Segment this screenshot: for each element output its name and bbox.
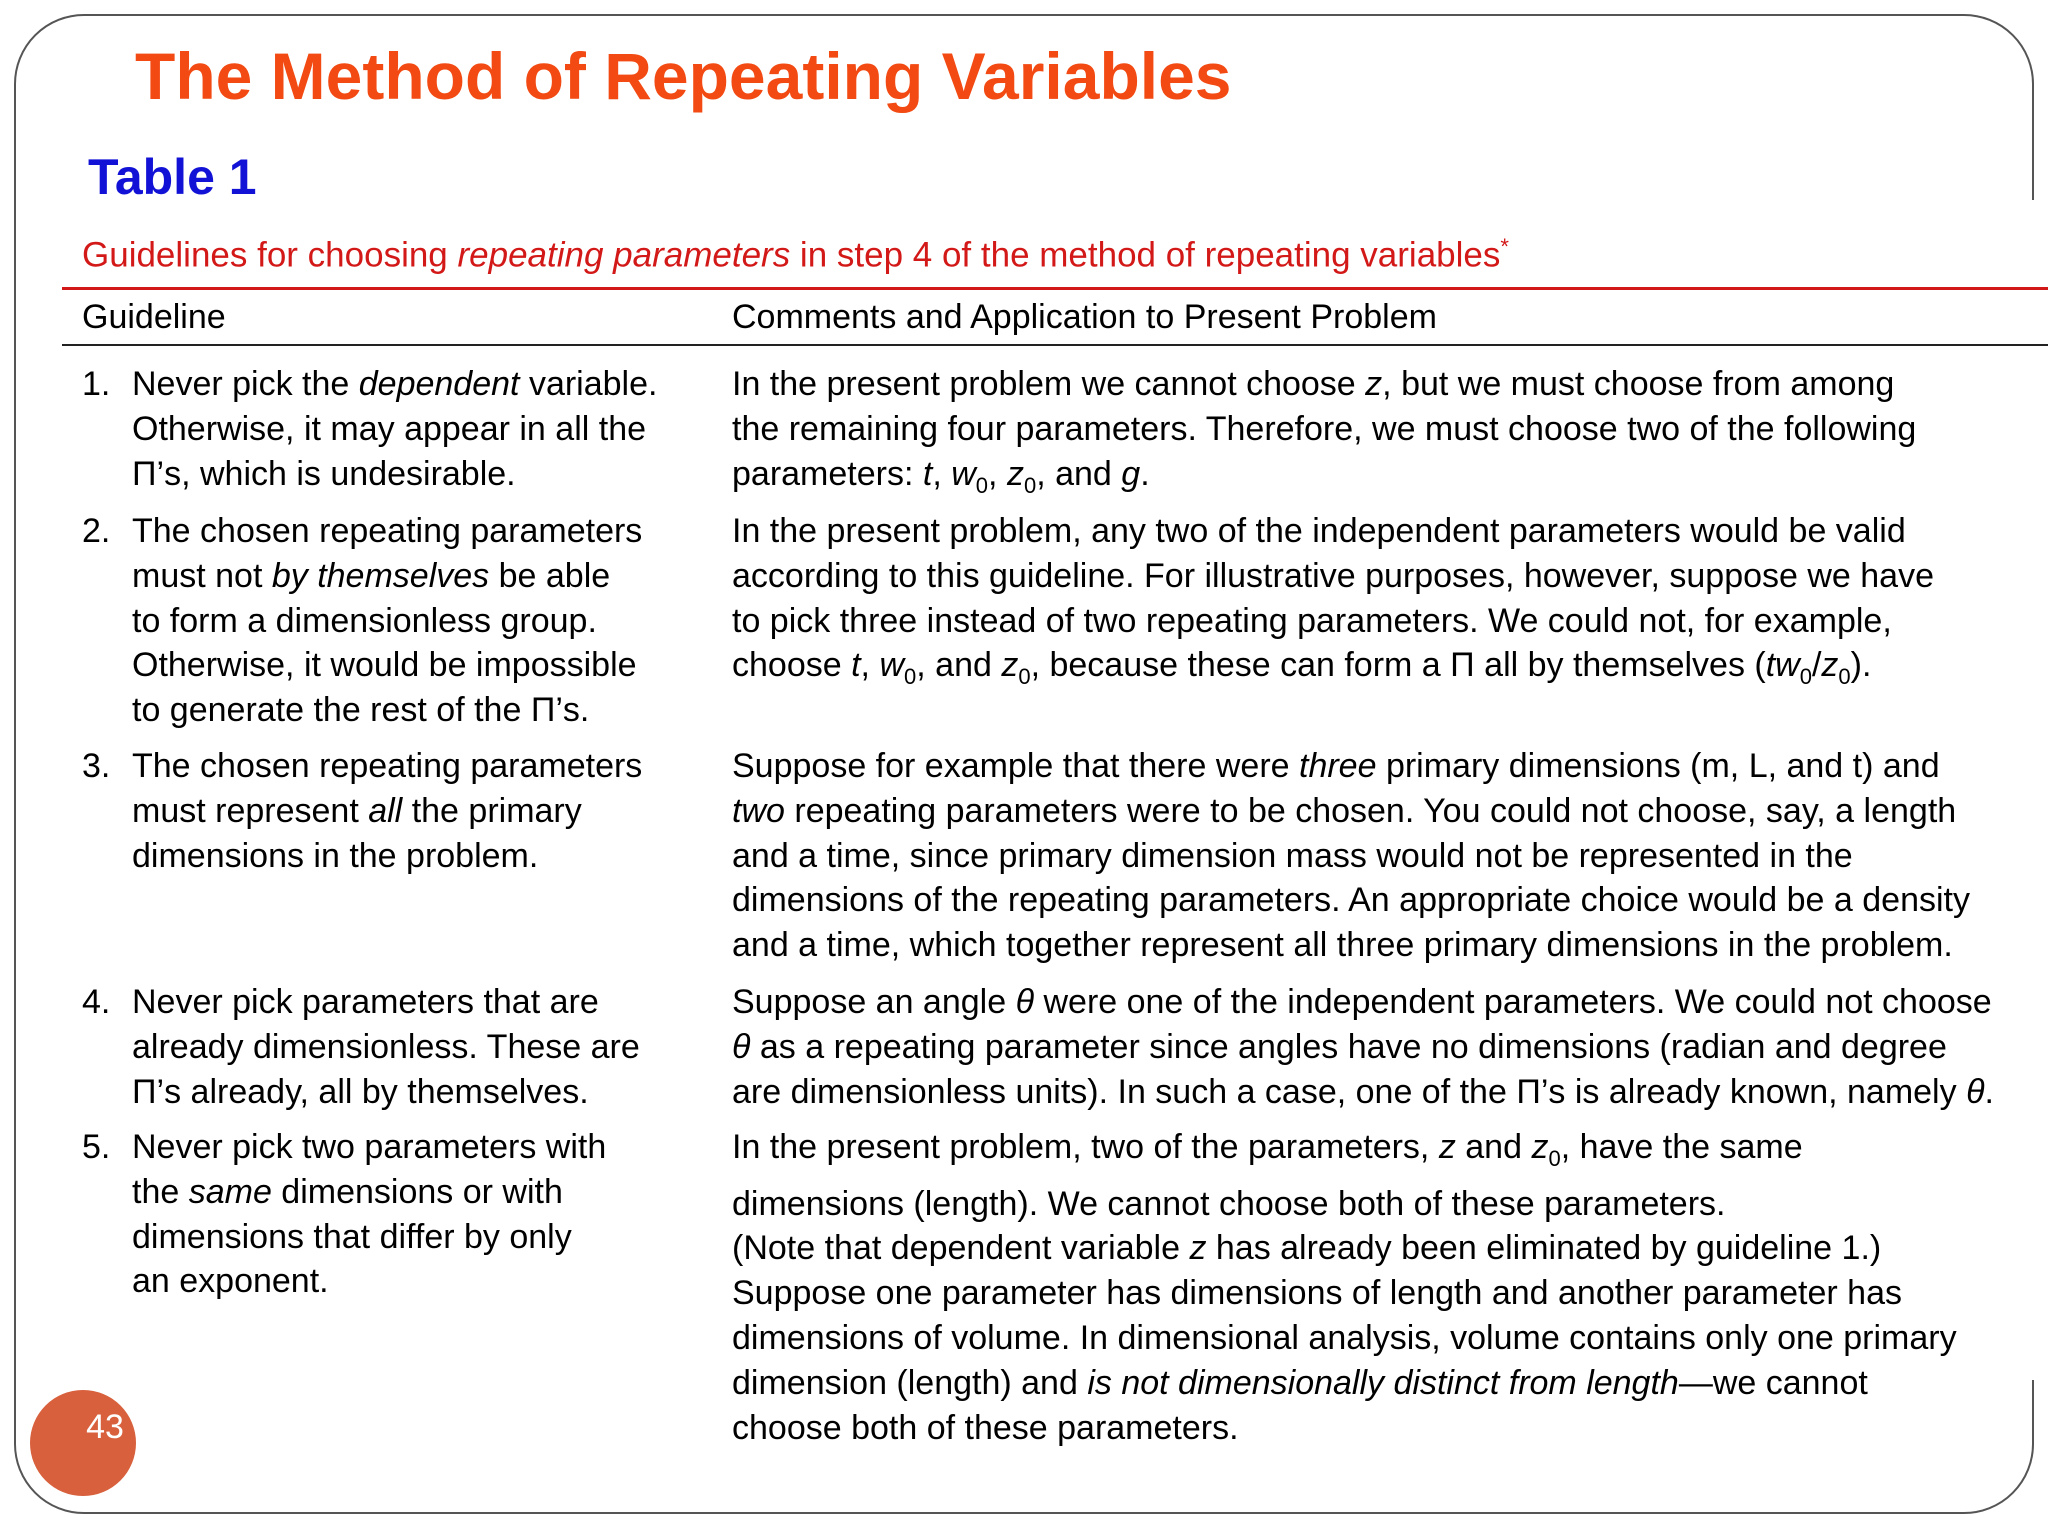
comment-line: two repeating parameters were to be chosen. You could not choose, say, a length (732, 791, 1957, 830)
comment-line: dimensions of volume. In dimensional analysis, volume contains only one primary (732, 1318, 1957, 1357)
caption-rule (62, 287, 2048, 290)
comment-line: In the present problem, any two of the independent parameters would be valid (732, 512, 1906, 550)
comment-line: the remaining four parameters. Therefore, we must choose two of the following (732, 409, 1917, 448)
guideline-cell (132, 509, 722, 733)
comment-line: and a time, since primary dimension mass would not be represented in the (732, 836, 1853, 875)
guideline-line: Never pick two parameters with (132, 1128, 607, 1166)
header-comments: Comments and Application to Present Problem (732, 298, 1437, 336)
comment-line: In the present problem, two of the parameters, z and $z_0$, have the same (732, 1128, 1803, 1171)
comment-line: Suppose an angle θ were one of the independent parameters. We could not choose (732, 983, 1992, 1021)
comment-cell (732, 980, 2032, 1114)
comment-line: and a time, which together represent all three primary dimensions in the problem. (732, 926, 1953, 965)
caption-footnote-mark: * (1500, 234, 1509, 259)
guideline-line: dimensions that differ by only (132, 1217, 572, 1256)
guideline-line: Otherwise, it may appear in all the (132, 409, 647, 448)
guideline-line: Π’s already, all by themselves. (132, 1072, 589, 1111)
caption-text-1: Guidelines for choosing (82, 235, 458, 275)
comment-line: choose t, $w_0$, and $z_0$, because these can form a Π all by themselves $(tw_0/z_0)$. (732, 646, 1872, 690)
comment-line: to pick three instead of two repeating parameters. We could not, for example, (732, 601, 1892, 640)
page-number: 43 (86, 1408, 124, 1446)
comment-line: θ as a repeating parameter since angles have no dimensions (radian and degree (732, 1027, 1947, 1066)
comment-line: Suppose for example that there were three primary dimensions (m, L, and t) and (732, 747, 1940, 785)
guideline-line: The chosen repeating parameters (132, 512, 643, 550)
guideline-line: dimensions in the problem. (132, 836, 539, 875)
comment-line: choose both of these parameters. (732, 1408, 1239, 1447)
table-label: Table 1 (88, 149, 257, 205)
comment-cell (732, 744, 2032, 968)
guideline-line: must not by themselves be able (132, 556, 611, 595)
guideline-cell (132, 980, 722, 1114)
comment-line: (Note that dependent variable z has already been eliminated by guideline 1.) (732, 1229, 1882, 1268)
guideline-cell (132, 744, 722, 878)
comment-line: parameters: t, $w_0$, $z_0$, and g. (732, 454, 1150, 498)
guideline-line: Π’s, which is undesirable. (132, 454, 516, 493)
header-rule (62, 344, 2048, 346)
header-guideline: Guideline (82, 298, 226, 336)
guideline-line: the same dimensions or with (132, 1172, 563, 1211)
guideline-cell (132, 362, 722, 496)
caption-text-2: in step 4 of the method of repeating variables (790, 235, 1501, 275)
guideline-line: to form a dimensionless group. (132, 601, 597, 640)
comment-cell (732, 362, 2032, 508)
guideline-cell (132, 1125, 722, 1304)
comment-line: Suppose one parameter has dimensions of length and another parameter has (732, 1274, 1902, 1313)
guideline-line: to generate the rest of the Π’s. (132, 691, 590, 730)
guideline-line: an exponent. (132, 1262, 329, 1301)
row-number: 1. (82, 365, 111, 403)
row-number: 5. (82, 1128, 111, 1166)
comment-line: according to this guideline. For illustrative purposes, however, suppose we have (732, 556, 1935, 595)
comment-line: dimensions (length). We cannot choose both of these parameters. (732, 1184, 1726, 1223)
row-number: 4. (82, 983, 111, 1021)
caption-italic: repeating parameters (457, 235, 791, 275)
guideline-line: The chosen repeating parameters (132, 747, 643, 785)
slide-title: The Method of Repeating Variables (135, 39, 1232, 113)
guideline-line: Otherwise, it would be impossible (132, 646, 637, 685)
comment-line: are dimensionless units). In such a case, one of the Π’s is already known, namely θ. (732, 1072, 1994, 1111)
page-number-badge (30, 1390, 136, 1496)
comment-line: dimensions of the repeating parameters. An appropriate choice would be a density (732, 881, 1970, 920)
comment-cell (732, 1125, 2032, 1450)
row-number: 3. (82, 747, 111, 785)
comment-cell (732, 509, 2032, 700)
guideline-line: Never pick parameters that are (132, 983, 599, 1021)
guideline-line: Never pick the dependent variable. (132, 365, 658, 403)
guideline-line: already dimensionless. These are (132, 1027, 640, 1066)
comment-line: In the present problem we cannot choose z, but we must choose from among (732, 365, 1895, 403)
comment-line: dimension (length) and is not dimensionally distinct from length—we cannot (732, 1363, 1868, 1402)
table-caption (82, 234, 1509, 276)
guideline-line: must represent all the primary (132, 791, 582, 830)
row-number: 2. (82, 512, 111, 550)
